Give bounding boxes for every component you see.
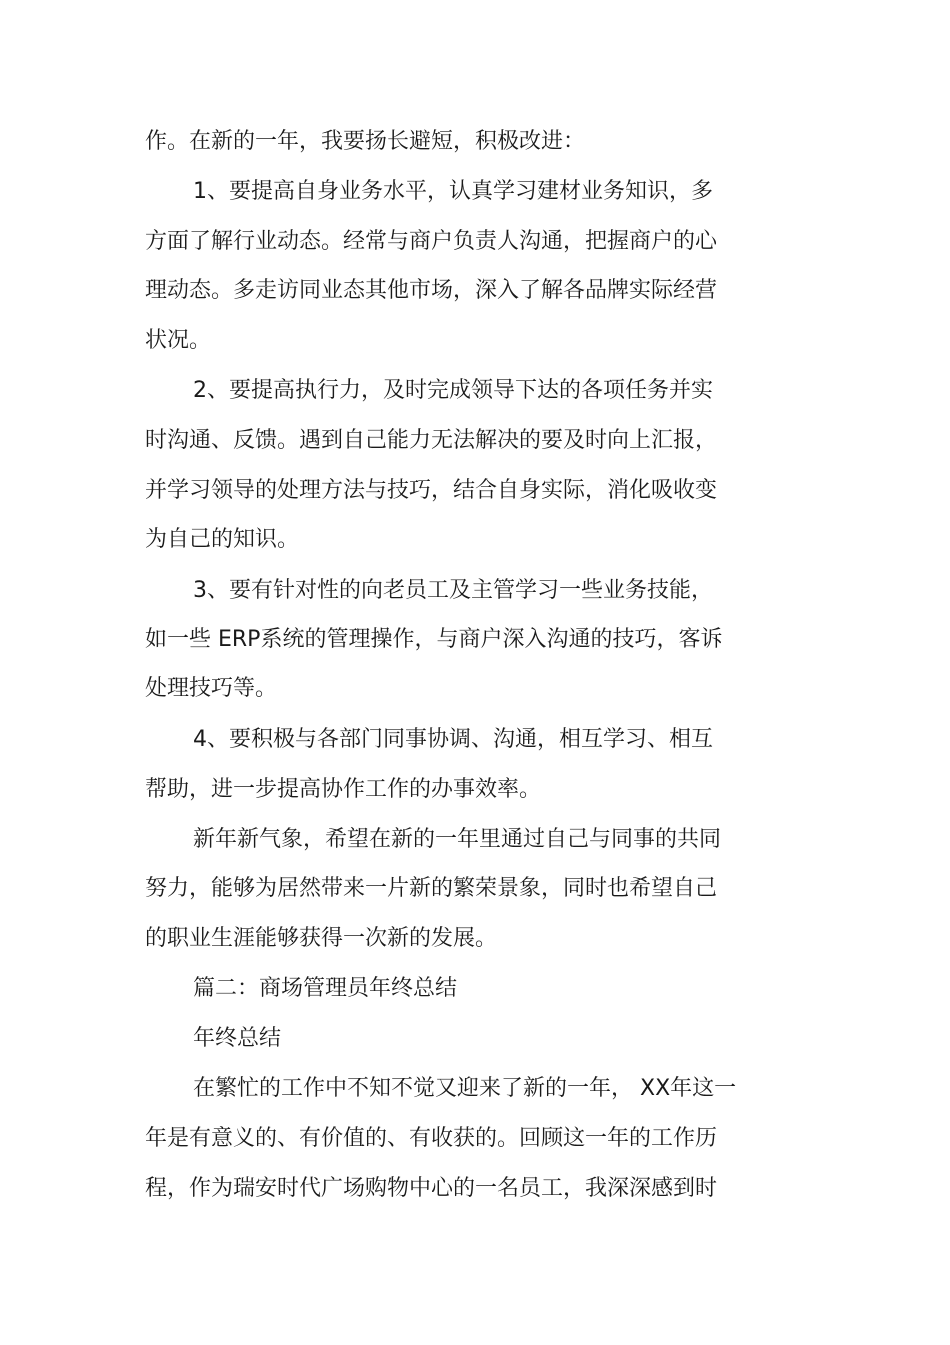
text-line: 年是有意义的、有价值的、有收获的。回顾这一年的工作历: [145, 1126, 718, 1151]
text-line: 帮助，进一步提高协作工作的办事效率。: [145, 777, 542, 802]
text-line: 时沟通、反馈。遇到自己能力无法解决的要及时向上汇报，: [145, 428, 718, 453]
text-line: 并学习领导的处理方法与技巧，结合自身实际，消化吸收变: [145, 478, 718, 503]
text-line: 在繁忙的工作中不知不觉又迎来了新的一年， XX年这一: [193, 1076, 737, 1101]
text-line: 3、要有针对性的向老员工及主管学习一些业务技能，: [193, 578, 713, 603]
text-line: 努力，能够为居然带来一片新的繁荣景象，同时也希望自己: [145, 876, 718, 901]
section-heading: 篇二：商场管理员年终总结: [193, 976, 458, 1001]
text-line: 为自己的知识。: [145, 527, 300, 552]
text-line: 作。在新的一年，我要扬长避短，积极改进：: [145, 129, 586, 154]
text-line: 理动态。多走访同业态其他市场，深入了解各品牌实际经营: [145, 278, 718, 303]
text-line: 处理技巧等。: [145, 676, 278, 701]
text-line: 1、要提高自身业务水平，认真学习建材业务知识，多: [193, 179, 713, 204]
text-line: 2、要提高执行力，及时完成领导下达的各项任务并实: [193, 378, 713, 403]
text-line: 新年新气象，希望在新的一年里通过自己与同事的共同: [193, 827, 722, 852]
text-line: 4、要积极与各部门同事协调、沟通，相互学习、相互: [193, 727, 713, 752]
text-line: 程，作为瑞安时代广场购物中心的一名员工，我深深感到时: [145, 1176, 718, 1201]
text-line: 的职业生涯能够获得一次新的发展。: [145, 926, 498, 951]
text-line: 如一些 ERP系统的管理操作，与商户深入沟通的技巧，客诉: [145, 627, 723, 652]
text-line: 方面了解行业动态。经常与商户负责人沟通，把握商户的心: [145, 229, 718, 254]
section-subheading: 年终总结: [193, 1026, 282, 1051]
text-line: 状况。: [145, 328, 212, 353]
